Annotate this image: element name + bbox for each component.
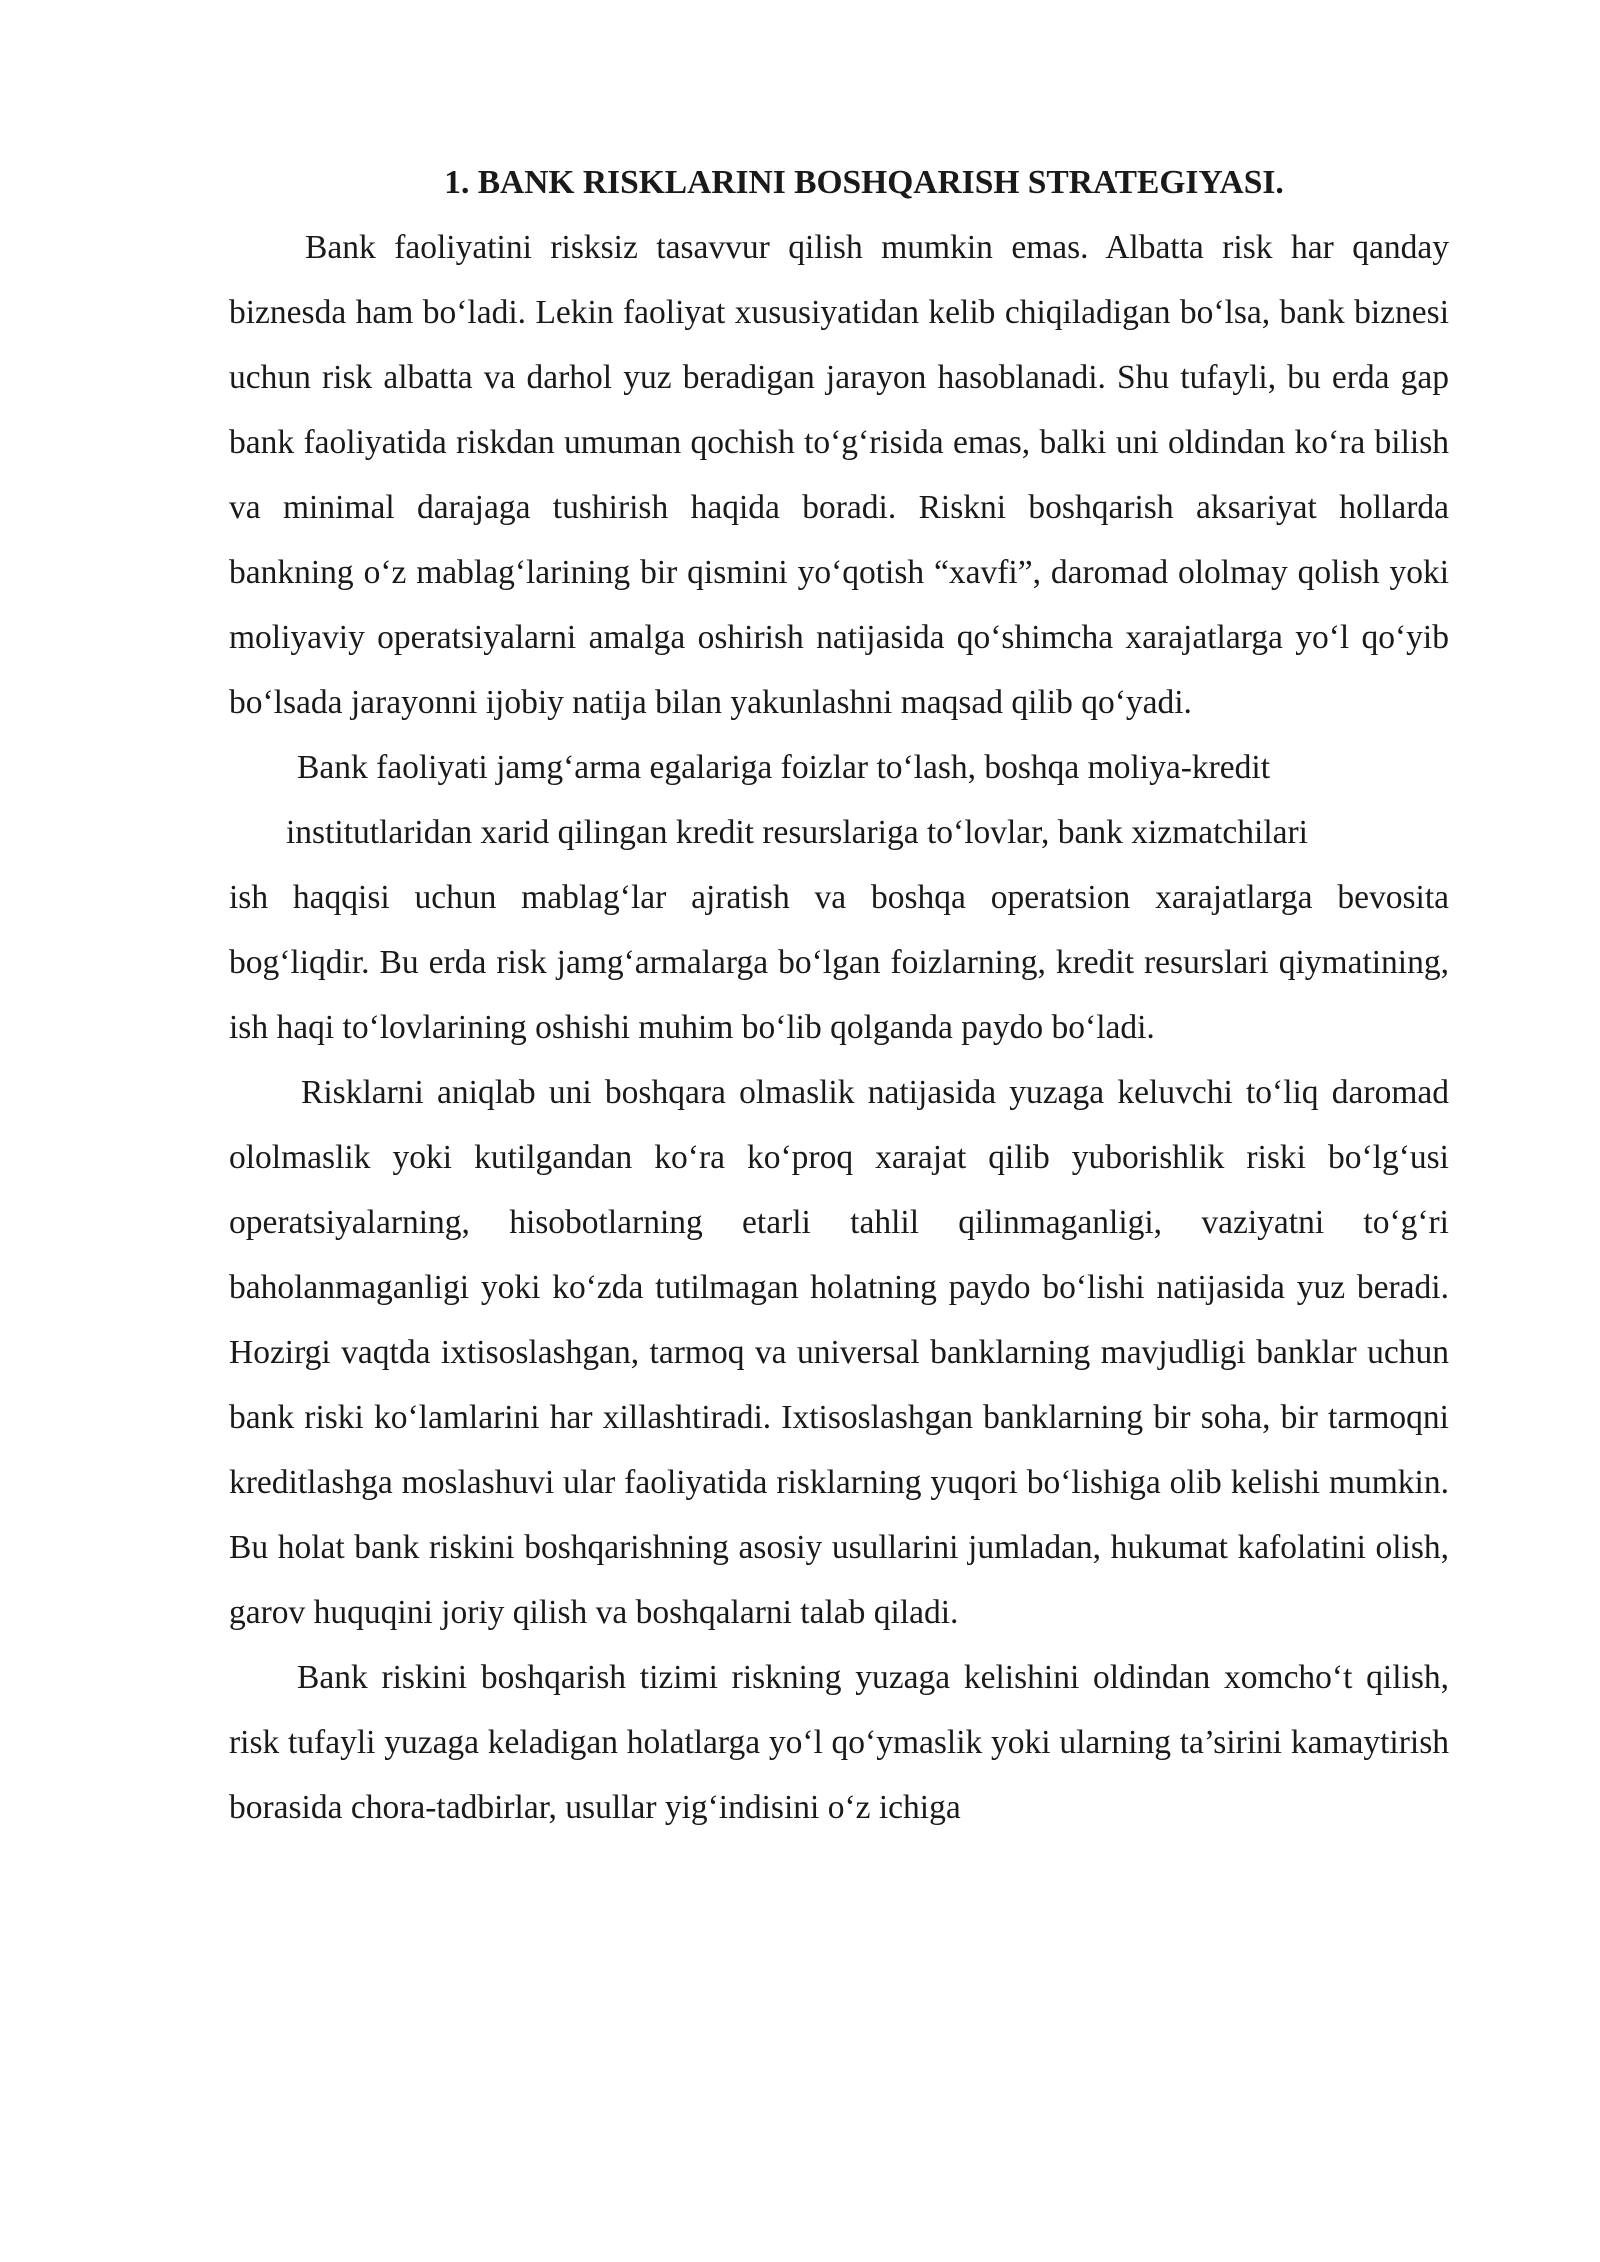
paragraph-2-rest: ish haqqisi uchun mablag‘lar ajratish va boshqa operatsion xarajatlarga bevosita bog‘liqdir. Bu erda risk jamg‘armalarga bo‘lgan foizlarning, kredit resurslari qiymatining, ish haqi to‘lovlarining oshishi muhim bo‘lib qolganda paydo bo‘ladi. [229,879,1449,1046]
paragraph-1: Bank faoliyatini risksiz tasavvur qilish mumkin emas. Albatta risk har qanday biznesda ham bo‘ladi. Lekin faoliyat xususiyatidan kelib chiqiladigan bo‘lsa, bank biznesi uchun risk albatta va darhol yuz beradigan jarayon hasoblanadi. Shu tufayli, bu erda gap bank faoliyatida riskdan umuman qochish to‘g‘risida emas, balki uni oldindan ko‘ra bilish va minimal darajaga tushirish haqida boradi. Riskni boshqarish aksariyat hollarda bankning o‘z mablag‘larining bir qismini yo‘qotish “xavfi”, daromad ololmay qolish yoki moliyaviy operatsiyalarni amalga oshirish natijasida qo‘shimcha xarajatlarga yo‘l qo‘yib bo‘lsada jarayonni ijobiy natija bilan yakunlashni maqsad qilib qo‘yadi. [229,229,1449,721]
paragraph-3: Risklarni aniqlab uni boshqara olmaslik natijasida yuzaga keluvchi to‘liq daromad ololmaslik yoki kutilgandan ko‘ra ko‘proq xarajat qilib yuborishlik riski bo‘lg‘usi operatsiyalarning, hisobotlarning etarli tahlil qilinmaganligi, vaziyatni to‘g‘ri baholanmaganligi yoki ko‘zda tutilmagan holatning paydo bo‘lishi natijasida yuz beradi. Hozirgi vaqtda ixtisoslashgan, tarmoq va universal banklarning mavjudligi banklar uchun bank riski ko‘lamlarini har xillashtiradi. Ixtisoslashgan banklarning bir soha, bir tarmoqni kreditlashga moslashuvi ular faoliyatida risklarning yuqori bo‘lishiga olib kelishi mumkin. Bu holat bank riskini boshqarishning asosiy usullarini jumladan, hukumat kafolatini olish, garov huquqini joriy qilish va boshqalarni talab qiladi. [229,1074,1449,1631]
paragraph-2-line-2: institutlaridan xarid qilingan kredit resurslariga to‘lovlar, bank xizmatchilari [286,814,1308,851]
paragraph-2-line-1: Bank faoliyati jamg‘arma egalariga foizlar to‘lash, boshqa moliya-kredit [297,749,1271,786]
paragraph-2 [229,735,1449,1060]
document-body [229,150,1449,1840]
document-title: 1. BANK RISKLARINI BOSHQARISH STRATEGIYASI. [444,164,1284,201]
paragraph-4: Bank riskini boshqarish tizimi riskning yuzaga kelishini oldindan xomcho‘t qilish, risk tufayli yuzaga keladigan holatlarga yo‘l qo‘ymaslik yoki ularning ta’sirini kamaytirish borasida chora-tadbirlar, usullar yig‘indisini o‘z ichiga [229,1659,1449,1826]
